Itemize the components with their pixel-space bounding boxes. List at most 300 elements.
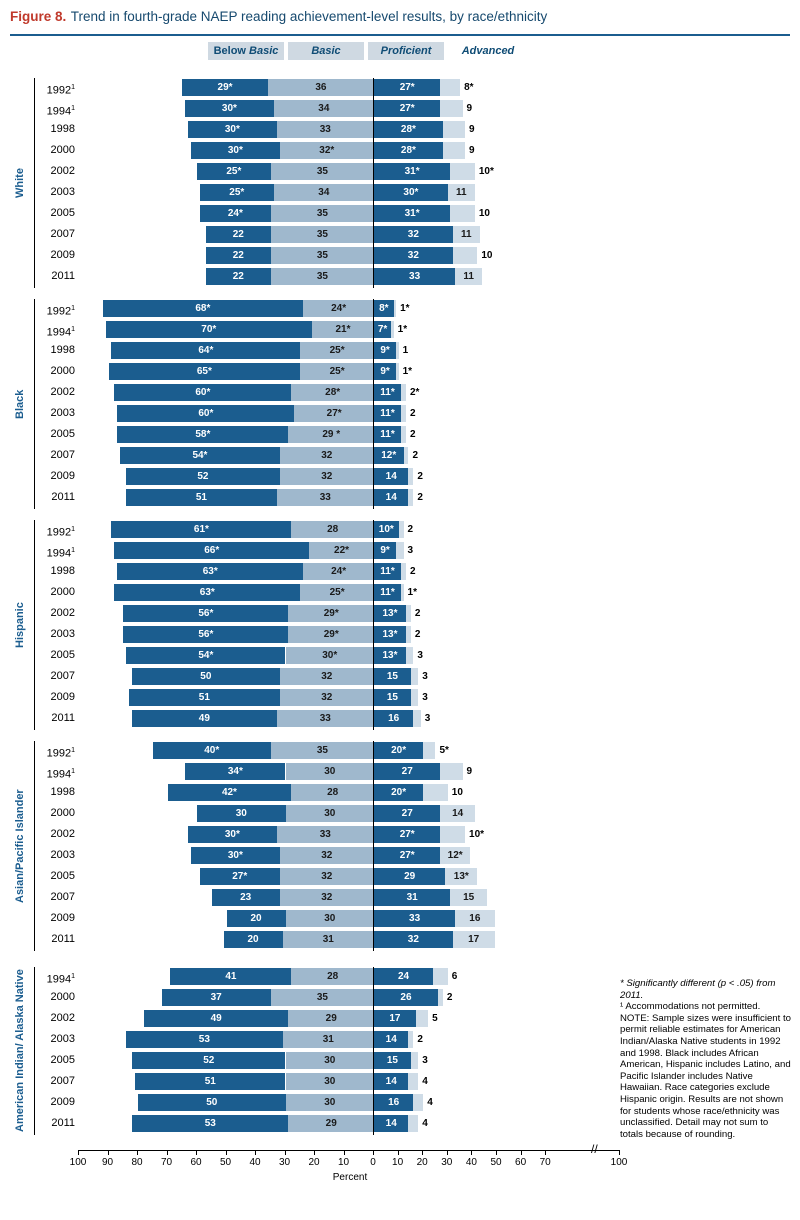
segment-below-basic: 23: [212, 889, 280, 906]
year-label: 1998: [50, 565, 75, 577]
chart-row: [35, 909, 621, 930]
advanced-value-label: 3: [424, 713, 431, 724]
segment-basic: 30: [286, 910, 375, 927]
segment-advanced: [443, 121, 465, 138]
advanced-value-label: 9: [466, 766, 473, 777]
advanced-value-label: 10*: [469, 829, 485, 840]
zero-line: [373, 967, 374, 1135]
year-label: 2009: [50, 912, 75, 924]
advanced-value-label: 2*: [409, 387, 420, 398]
advanced-value-label: 13*: [453, 871, 469, 882]
stacked-bar: [79, 1073, 619, 1090]
race-group-asian-pacific-islander: [0, 741, 620, 951]
x-axis: [0, 1142, 800, 1190]
stacked-bar: [79, 121, 619, 138]
segment-below-basic: 22: [206, 226, 271, 243]
axis-tick-label: 90: [101, 1157, 114, 1168]
stacked-bar: [79, 1031, 619, 1048]
axis-tick: [226, 1150, 227, 1155]
axis-tick-label: 60: [515, 1157, 527, 1168]
advanced-value-label: 8*: [464, 82, 474, 93]
group-label: White: [14, 168, 26, 198]
stacked-bar: [79, 605, 619, 622]
axis-tick: [137, 1150, 138, 1155]
chart-row: [35, 320, 621, 341]
segment-proficient: 32: [374, 247, 453, 264]
stacked-bar: [79, 563, 619, 580]
segment-basic: 35: [271, 226, 374, 243]
segment-advanced: [413, 1094, 423, 1111]
stacked-bar: [79, 542, 619, 559]
segment-basic: 31: [283, 1031, 374, 1048]
chart-row: [35, 520, 621, 541]
chart-row: [35, 967, 621, 988]
chart-row: [35, 783, 621, 804]
segment-basic: 27*: [294, 405, 374, 422]
segment-proficient: 24: [374, 968, 433, 985]
year-label: 2005: [50, 870, 75, 882]
chart-row: [35, 225, 621, 246]
chart-row: [35, 667, 621, 688]
segment-advanced: [416, 1010, 428, 1027]
stacked-bar: [79, 489, 619, 506]
segment-basic: 35: [271, 742, 374, 759]
segment-proficient: 11*: [374, 584, 401, 601]
axis-tick-label: 70: [160, 1157, 173, 1168]
advanced-value-label: 17: [468, 934, 480, 945]
advanced-value-label: 1*: [407, 587, 417, 598]
chart-row: [35, 204, 621, 225]
segment-advanced: [406, 647, 413, 664]
advanced-value-label: 11: [456, 187, 467, 198]
segment-advanced: [440, 826, 465, 843]
chart-row: [35, 804, 621, 825]
advanced-value-label: 2: [407, 524, 414, 535]
legend-item-below-basic: Below Basic: [208, 42, 284, 60]
segment-basic: 36: [268, 79, 374, 96]
axis-tick: [447, 1150, 448, 1155]
segment-advanced: [440, 79, 460, 96]
advanced-value-label: 5*: [439, 745, 449, 756]
race-group-black: [0, 299, 620, 509]
stacked-bar: [79, 384, 619, 401]
axis-tick: [314, 1150, 315, 1155]
advanced-value-label: 9: [466, 103, 473, 114]
advanced-value-label: 1*: [397, 324, 408, 335]
segment-proficient: 15: [374, 689, 411, 706]
segment-proficient: 31*: [374, 205, 450, 222]
year-label: 1992$^1$: [46, 305, 75, 318]
axis-tick: [422, 1150, 423, 1155]
segment-basic: 33: [277, 710, 374, 727]
chart-row: [35, 709, 621, 730]
stacked-bar: [79, 300, 619, 317]
segment-basic: 34: [274, 100, 374, 117]
stacked-bar: [79, 447, 619, 464]
segment-proficient: 32: [374, 226, 453, 243]
stacked-bar: [79, 521, 619, 538]
segment-below-basic: 20: [227, 910, 286, 927]
segment-advanced: [408, 1073, 418, 1090]
axis-tick: [167, 1150, 168, 1155]
segment-below-basic: 50: [138, 1094, 286, 1111]
advanced-value-label: 12*: [447, 850, 463, 861]
axis-tick-label: 40: [465, 1157, 477, 1168]
axis-tick: [496, 1150, 497, 1155]
stacked-bar: [79, 689, 619, 706]
axis-tick: [373, 1150, 374, 1155]
segment-proficient: 10*: [374, 521, 399, 538]
segment-basic: 35: [271, 163, 374, 180]
segment-below-basic: 29*: [182, 79, 268, 96]
segment-basic: 22*: [309, 542, 374, 559]
segment-advanced: [396, 542, 403, 559]
segment-advanced: [453, 247, 478, 264]
chart-row: [35, 1114, 621, 1135]
segment-below-basic: 65*: [109, 363, 301, 380]
year-label: 2011: [51, 712, 75, 724]
advanced-value-label: 5: [432, 1013, 438, 1024]
advanced-value-label: 3: [422, 692, 428, 703]
segment-proficient: 12*: [374, 447, 404, 464]
axis-tick: [344, 1150, 345, 1155]
year-label: 2002: [50, 828, 75, 840]
segment-advanced: [423, 784, 448, 801]
year-label: 2003: [50, 407, 75, 419]
segment-below-basic: 30*: [188, 826, 277, 843]
year-label: 2000: [50, 991, 75, 1003]
advanced-value-label: 11: [460, 229, 472, 240]
advanced-value-label: 4: [422, 1118, 428, 1129]
year-label: 2011: [51, 933, 75, 945]
segment-basic: 28: [291, 521, 374, 538]
segment-below-basic: 22: [206, 268, 271, 285]
segment-below-basic: 42*: [168, 784, 292, 801]
stacked-bar: [79, 931, 619, 948]
chart-row: [35, 888, 621, 909]
axis-tick: [521, 1150, 522, 1155]
zero-line: [373, 520, 374, 730]
chart-row: [35, 99, 621, 120]
advanced-value-label: 3: [422, 671, 428, 682]
advanced-value-label: 2: [412, 450, 418, 461]
legend-item-advanced: Advanced: [450, 42, 526, 60]
zero-line: [373, 741, 374, 951]
advanced-value-label: 2: [446, 992, 453, 1003]
axis-tick-label: 0: [370, 1157, 376, 1168]
segment-proficient: 16: [374, 710, 413, 727]
stacked-bar: [79, 710, 619, 727]
year-label: 2011: [51, 491, 75, 503]
year-label: 2002: [50, 1012, 75, 1024]
advanced-value-label: 3: [422, 1055, 428, 1066]
year-label: 2005: [50, 1054, 75, 1066]
year-label: 2000: [50, 144, 75, 156]
stacked-bar: [79, 342, 619, 359]
year-label: 1994$^1$: [46, 768, 75, 781]
year-label: 2000: [50, 586, 75, 598]
note-general: NOTE: Sample sizes were insufficient to permit reliable estimates for American Indian/Alaska Native students in 1992 and 1998. Black includes African American, Hispanic includes Latino, and Pacific Islander includes Native Hawaiian. Race categories exclude Hispanic origin. Results are not shown for students whose race/ethnicity was unclassified. Detail may not sum to totals because of rounding.: [620, 1012, 791, 1140]
segment-below-basic: 25*: [200, 184, 274, 201]
segment-basic: 32: [280, 468, 374, 485]
segment-proficient: 8*: [374, 300, 394, 317]
segment-advanced: [423, 742, 435, 759]
segment-proficient: 13*: [374, 647, 406, 664]
year-label: 1998: [50, 123, 75, 135]
year-label: 2007: [50, 670, 75, 682]
segment-basic: 29: [288, 1010, 374, 1027]
year-label: 2007: [50, 891, 75, 903]
advanced-value-label: 1*: [400, 303, 410, 314]
chart-row: [35, 646, 621, 667]
stacked-bar: [79, 184, 619, 201]
chart-row: [35, 930, 621, 951]
advanced-value-label: 10: [478, 208, 490, 219]
segment-proficient: 11*: [374, 563, 401, 580]
year-label: 2002: [50, 386, 75, 398]
year-label: 2011: [51, 1117, 75, 1129]
segment-advanced: [401, 426, 406, 443]
group-label: Hispanic: [14, 602, 26, 648]
segment-basic: 33: [277, 826, 374, 843]
advanced-value-label: 2: [417, 1034, 423, 1045]
chart-row: [35, 1051, 621, 1072]
segment-proficient: 14: [374, 468, 408, 485]
stacked-bar: [79, 805, 619, 822]
segment-advanced: [440, 100, 462, 117]
segment-proficient: 27: [374, 805, 440, 822]
segment-proficient: 15: [374, 668, 411, 685]
axis-tick-label: 10: [392, 1157, 404, 1168]
segment-below-basic: 25*: [197, 163, 271, 180]
segment-basic: 29*: [288, 626, 374, 643]
segment-below-basic: 37: [162, 989, 271, 1006]
race-group-white: [0, 78, 620, 288]
stacked-bar: [79, 79, 619, 96]
axis-tick: [545, 1150, 546, 1155]
segment-below-basic: 61*: [111, 521, 291, 538]
segment-advanced: [413, 710, 420, 727]
segment-basic: 30: [286, 1094, 375, 1111]
advanced-value-label: 2: [417, 471, 423, 482]
stacked-bar: [79, 405, 619, 422]
chart-row: [35, 425, 621, 446]
segment-below-basic: 51: [135, 1073, 285, 1090]
legend: [0, 42, 800, 62]
axis-tick-label: 20: [416, 1157, 428, 1168]
segment-basic: 28: [291, 784, 374, 801]
year-label: 2003: [50, 1033, 75, 1045]
chart-row: [35, 341, 621, 362]
chart-row: [35, 762, 621, 783]
segment-advanced: [401, 563, 406, 580]
segment-basic: 32: [280, 847, 374, 864]
year-label: 2009: [50, 470, 75, 482]
segment-proficient: 30*: [374, 184, 448, 201]
segment-proficient: 16: [374, 1094, 413, 1111]
group-rows: [34, 78, 621, 288]
stacked-bar: [79, 668, 619, 685]
x-axis-label: Percent: [332, 1172, 368, 1183]
segment-basic: 35: [271, 247, 374, 264]
race-group-american-indian-alaska-native: [0, 967, 620, 1135]
advanced-value-label: 9: [469, 145, 475, 156]
axis-tick-label: 60: [190, 1157, 202, 1168]
segment-proficient: 32: [374, 931, 453, 948]
chart-row: [35, 846, 621, 867]
advanced-value-label: 2: [414, 608, 421, 619]
chart-row: [35, 120, 621, 141]
segment-below-basic: 52: [126, 468, 279, 485]
year-label: 2005: [50, 649, 75, 661]
segment-proficient: 7*: [374, 321, 391, 338]
stacked-bar: [79, 910, 619, 927]
segment-basic: 32: [280, 689, 374, 706]
segment-advanced: [406, 626, 411, 643]
chart-row: [35, 467, 621, 488]
segment-below-basic: 64*: [111, 342, 300, 359]
year-label: 2000: [50, 807, 75, 819]
advanced-value-label: 10: [481, 250, 493, 261]
segment-basic: 28: [291, 968, 374, 985]
segment-below-basic: 49: [144, 1010, 289, 1027]
segment-proficient: 20*: [374, 742, 423, 759]
year-label: 1992$^1$: [46, 747, 75, 760]
advanced-value-label: 2: [414, 629, 421, 640]
year-label: 1992$^1$: [46, 526, 75, 539]
stacked-bar: [79, 1010, 619, 1027]
segment-below-basic: 30: [197, 805, 286, 822]
stacked-bar: [79, 226, 619, 243]
chart-row: [35, 541, 621, 562]
year-label: 2009: [50, 691, 75, 703]
segment-proficient: 27*: [374, 847, 440, 864]
axis-tick: [255, 1150, 256, 1155]
zero-line: [373, 299, 374, 509]
chart-row: [35, 446, 621, 467]
group-rows: [34, 520, 621, 730]
stacked-bar: [79, 247, 619, 264]
segment-below-basic: 54*: [126, 647, 285, 664]
segment-below-basic: 70*: [106, 321, 313, 338]
segment-basic: 32: [280, 889, 374, 906]
stacked-bar: [79, 163, 619, 180]
segment-basic: 35: [271, 205, 374, 222]
race-group-hispanic: [0, 520, 620, 730]
advanced-value-label: 3: [417, 650, 423, 661]
chart-row: [35, 867, 621, 888]
year-label: 1994$^1$: [46, 105, 75, 118]
segment-below-basic: 20: [224, 931, 283, 948]
stacked-bar: [79, 742, 619, 759]
axis-tick-label: 20: [308, 1157, 320, 1168]
segment-below-basic: 30*: [191, 142, 280, 159]
segment-advanced: [443, 142, 465, 159]
chart-row: [35, 625, 621, 646]
segment-below-basic: 40*: [153, 742, 271, 759]
axis-tick: [108, 1150, 109, 1155]
segment-advanced: [401, 384, 406, 401]
axis-line: [78, 1150, 619, 1151]
segment-basic: 31: [283, 931, 374, 948]
segment-proficient: 15: [374, 1052, 411, 1069]
segment-basic: 24*: [303, 563, 374, 580]
year-label: 2003: [50, 628, 75, 640]
year-label: 2009: [50, 249, 75, 261]
segment-basic: 29*: [288, 605, 374, 622]
segment-proficient: 11*: [374, 405, 401, 422]
segment-basic: 29 *: [288, 426, 374, 443]
segment-proficient: 29: [374, 868, 445, 885]
advanced-value-label: 1: [402, 345, 409, 356]
segment-basic: 25*: [300, 363, 374, 380]
chart-row: [35, 741, 621, 762]
advanced-value-label: 14: [452, 808, 464, 819]
segment-below-basic: 50: [132, 668, 280, 685]
segment-advanced: [401, 584, 403, 601]
advanced-value-label: 11: [463, 271, 474, 282]
group-rows: [34, 967, 621, 1135]
stacked-bar: [79, 826, 619, 843]
segment-advanced: [411, 689, 418, 706]
chart-row: [35, 246, 621, 267]
stacked-bar: [79, 626, 619, 643]
segment-below-basic: 63*: [117, 563, 303, 580]
segment-basic: 30: [286, 805, 375, 822]
axis-tick-label: 40: [249, 1157, 261, 1168]
segment-proficient: 26: [374, 989, 438, 1006]
year-label: 1998: [50, 344, 75, 356]
segment-below-basic: 41: [170, 968, 291, 985]
stacked-bar: [79, 989, 619, 1006]
segment-below-basic: 56*: [123, 626, 288, 643]
group-label: American Indian/ Alaska Native: [14, 969, 26, 1133]
axis-tick-label: 100: [610, 1157, 628, 1168]
segment-basic: 35: [271, 268, 374, 285]
year-label: 2007: [50, 228, 75, 240]
axis-tick-label: 30: [278, 1157, 291, 1168]
segment-below-basic: 60*: [114, 384, 291, 401]
segment-below-basic: 53: [132, 1115, 288, 1132]
stacked-bar: [79, 784, 619, 801]
advanced-value-label: 1*: [402, 366, 413, 377]
stacked-bar: [79, 468, 619, 485]
segment-advanced: [433, 968, 448, 985]
year-label: 1994$^1$: [46, 547, 75, 560]
segment-below-basic: 34*: [185, 763, 285, 780]
segment-proficient: 14: [374, 489, 408, 506]
segment-advanced: [406, 605, 411, 622]
stacked-bar: [79, 584, 619, 601]
segment-advanced: [399, 521, 404, 538]
segment-proficient: 14: [374, 1031, 408, 1048]
segment-basic: 32: [280, 868, 374, 885]
chart-row: [35, 267, 621, 288]
advanced-value-label: 6: [451, 971, 458, 982]
axis-tick: [619, 1150, 620, 1155]
axis-tick-label: 70: [539, 1157, 551, 1168]
advanced-value-label: 10: [451, 787, 463, 798]
segment-proficient: 11*: [374, 384, 401, 401]
note-accommodations: ¹ Accommodations not permitted.: [620, 1001, 761, 1013]
segment-advanced: [438, 989, 443, 1006]
advanced-value-label: 9: [469, 124, 475, 135]
figure-number: Figure 8.: [10, 9, 67, 24]
segment-below-basic: 52: [132, 1052, 285, 1069]
segment-advanced: [396, 342, 398, 359]
zero-line: [373, 78, 374, 288]
segment-basic: 33: [277, 489, 374, 506]
